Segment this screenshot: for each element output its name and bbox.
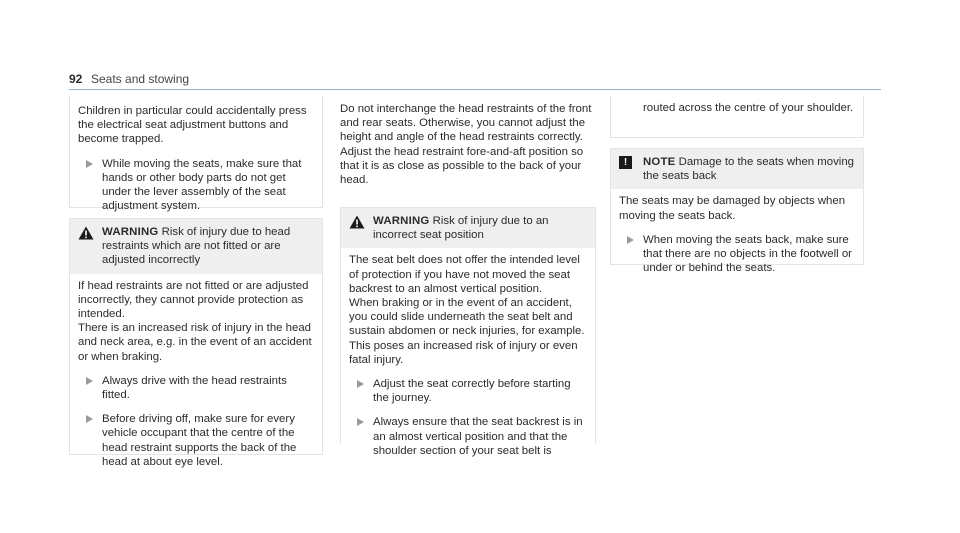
section-title: Seats and stowing — [91, 72, 190, 86]
intro-text: Children in particular could accidentally press the electrical seat adjustment buttons and become trapped. — [78, 105, 307, 146]
warning-title: Risk of injury due to an incorrect seat position — [373, 215, 549, 242]
arrow-right-icon — [86, 415, 93, 423]
warning-label: WARNING — [102, 226, 159, 238]
warning-para-2: When braking or in the event of an accident, you could slide underneath the seat belt and sustain abdomen or neck injuries, for example. This poses an increased risk of injury or even fatal injury. — [349, 297, 585, 366]
body-text-column-2 — [340, 102, 596, 187]
bullet-text: Always ensure that the seat backrest is in an almost vertical position and that the shoulder section of your seat belt is — [373, 416, 583, 457]
page-number: 92 — [69, 72, 83, 86]
arrow-right-icon — [357, 380, 364, 388]
warning-triangle-icon — [78, 226, 94, 240]
bullet-text: Before driving off, make sure for every vehicle occupant that the centre of the head restraint supports the back of the head at about eye level. — [102, 413, 297, 468]
note-label: NOTE — [643, 156, 676, 168]
header-rule — [69, 89, 881, 90]
warning-para-1: If head restraints are not fitted or are adjusted incorrectly, they cannot provide protection as intended. — [78, 279, 309, 321]
warning-header — [70, 219, 322, 274]
warning-label: WARNING — [373, 215, 430, 227]
warning-para-2: There is an increased risk of injury in the head and neck area, e.g. in the event of an accident or when braking. — [78, 322, 312, 363]
bullet-text: While moving the seats, make sure that hands or other body parts do not get under the lever assembly of the seat adjustment system. — [102, 157, 302, 213]
note-box-seats-damage — [610, 148, 864, 275]
note-header — [611, 149, 863, 189]
warning-triangle-icon — [349, 215, 365, 229]
paragraph: Do not interchange the head restraints of the front and rear seats. Otherwise, you cannot adjust the height and angle of the head restraints correctly. — [340, 103, 592, 144]
intro-box — [69, 96, 323, 213]
warning-title: Risk of injury due to head restraints which are not fitted or are adjusted incorrectly — [102, 226, 291, 267]
arrow-right-icon — [86, 377, 93, 385]
paragraph: Adjust the head restraint fore-and-aft position so that it is as close as possible to the back of your head. — [340, 145, 584, 187]
list-item — [78, 412, 314, 469]
warning-box-continued — [610, 96, 864, 138]
page-header — [69, 72, 881, 88]
warning-para-1: The seat belt does not offer the intended level of protection if you have not moved the seat backrest to an almost vertical position. — [349, 254, 580, 295]
arrow-right-icon — [357, 418, 364, 426]
list-item — [349, 377, 587, 405]
note-para: The seats may be damaged by objects when moving the seats back. — [619, 195, 846, 222]
note-title: Damage to the seats when moving the seats back — [643, 156, 855, 183]
warning-box-head-restraints — [69, 218, 323, 468]
list-item — [349, 415, 587, 458]
arrow-right-icon — [627, 236, 634, 244]
list-item — [78, 374, 314, 402]
warning-header — [341, 208, 595, 248]
bullet-text: Always drive with the head restraints fitted. — [102, 374, 287, 402]
list-item — [619, 233, 855, 276]
exclamation-square-icon: ! — [619, 156, 632, 169]
warning-box-seat-position — [340, 207, 596, 457]
list-item — [78, 157, 314, 214]
bullet-text: Adjust the seat correctly before starting the journey. — [373, 378, 571, 405]
continued-text: routed across the centre of your shoulder. — [643, 102, 854, 114]
arrow-right-icon — [86, 160, 93, 168]
bullet-text: When moving the seats back, make sure that there are no objects in the footwell or under or behind the seats. — [643, 233, 852, 275]
